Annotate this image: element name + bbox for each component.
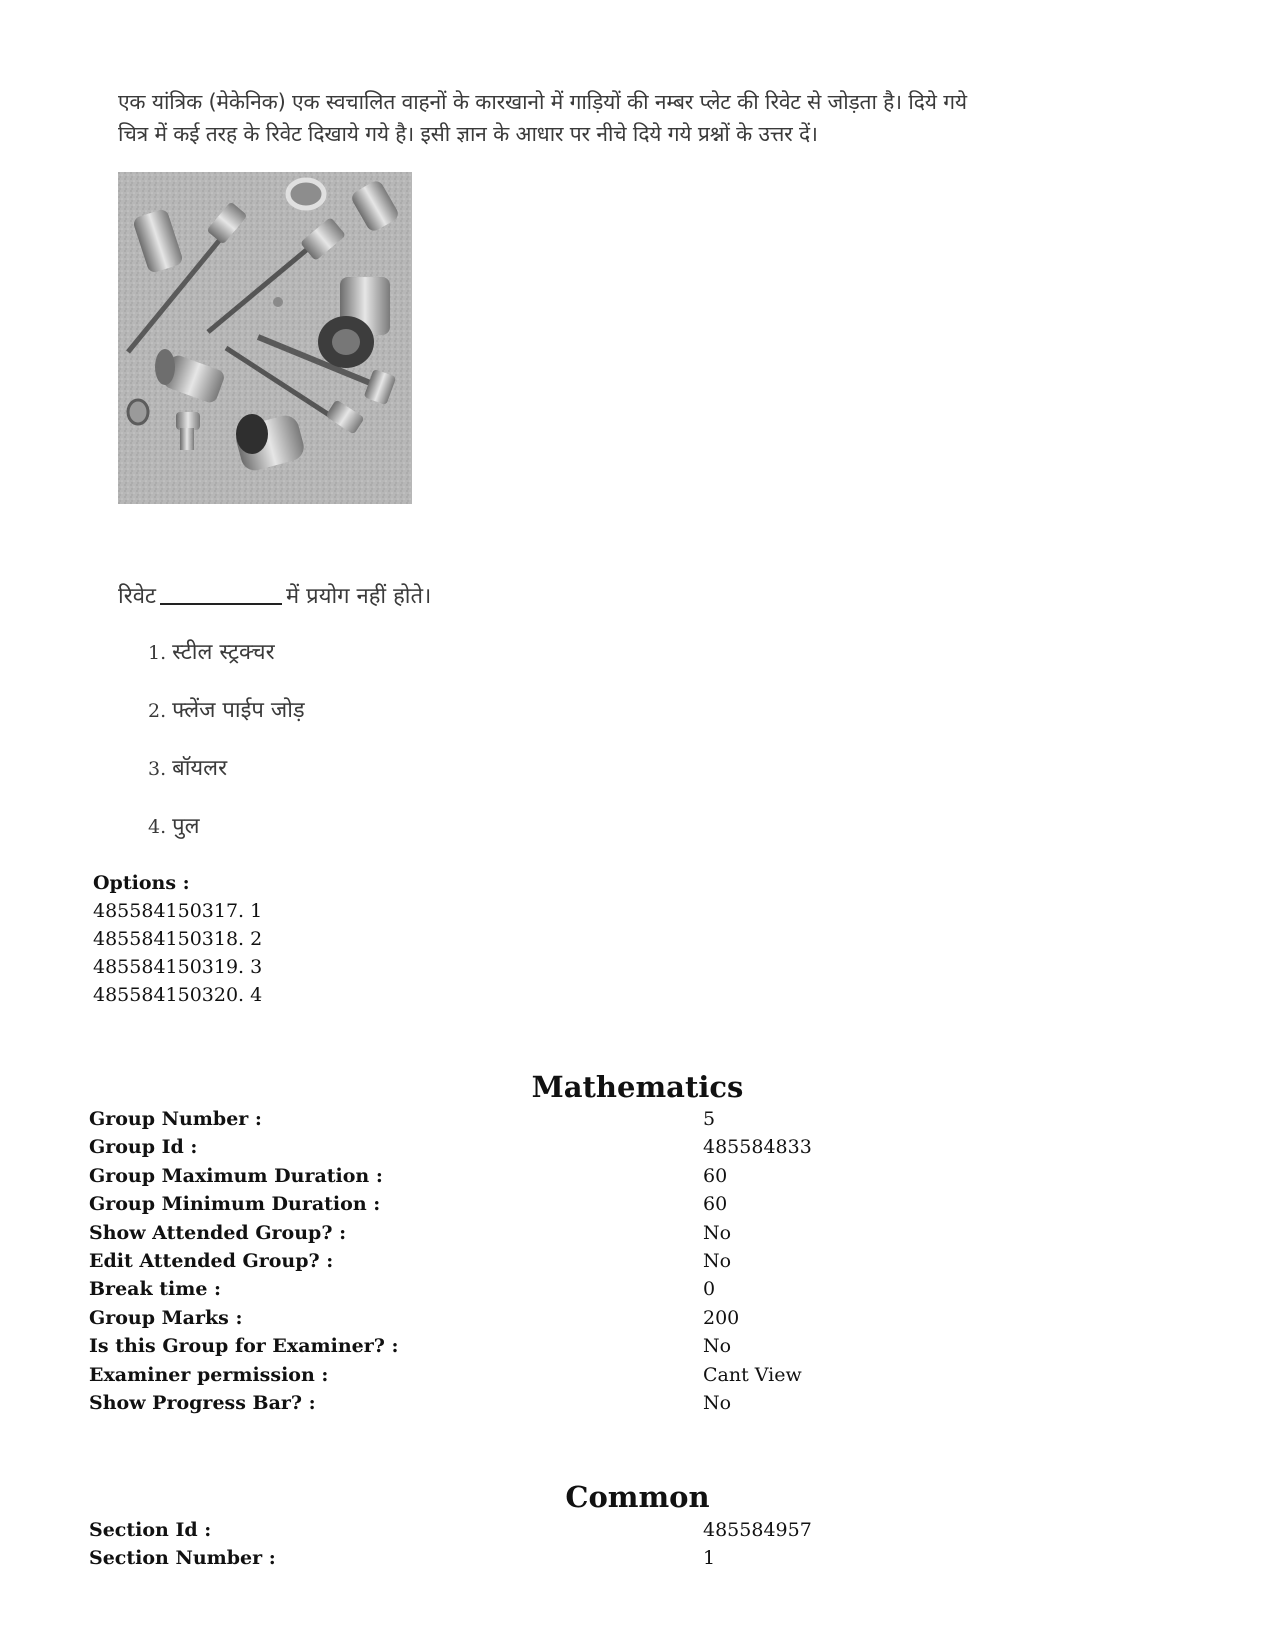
group-row-value: No	[703, 1335, 732, 1357]
group-row-value: Cant View	[703, 1364, 802, 1386]
choice-text: बॉयलर	[172, 756, 228, 781]
options-label: Options :	[93, 872, 190, 894]
group-row-key: Show Attended Group? :	[89, 1222, 347, 1244]
group-row-key: Examiner permission :	[89, 1364, 329, 1386]
group-row-value: 485584833	[703, 1136, 812, 1158]
section-row-value: 485584957	[703, 1519, 812, 1541]
choice-number: 3.	[148, 758, 167, 780]
option-item: 485584150319. 3	[93, 956, 263, 978]
group-row-value: 200	[703, 1307, 740, 1329]
group-row-value: 5	[703, 1108, 716, 1130]
choice-text: फ्लेंज पाईप जोड़	[172, 698, 305, 723]
group-row-key: Group Maximum Duration :	[89, 1165, 383, 1187]
group-row-key: Group Id :	[89, 1136, 198, 1158]
choice-number: 2.	[148, 700, 167, 722]
section-title: Common	[565, 1480, 710, 1514]
group-row-key: Edit Attended Group? :	[89, 1250, 334, 1272]
question-stem-after: में प्रयोग नहीं होते।	[286, 584, 432, 609]
choice-number: 4.	[148, 816, 167, 838]
choice-text: पुल	[172, 814, 200, 839]
choice-item	[148, 810, 200, 840]
choice-text: स्टील स्ट्रक्चर	[172, 640, 275, 665]
rivets-photo	[118, 172, 412, 504]
group-row-key: Group Number :	[89, 1108, 262, 1130]
group-row-key: Break time :	[89, 1278, 222, 1300]
group-row-key: Show Progress Bar? :	[89, 1392, 316, 1414]
group-row-value: No	[703, 1392, 732, 1414]
group-row-key: Is this Group for Examiner? :	[89, 1335, 399, 1357]
choice-number: 1.	[148, 642, 167, 664]
group-row-value: 60	[703, 1165, 728, 1187]
question-intro-line-1: एक यांत्रिक (मेकेनिक) एक स्वचालित वाहनों के कारखानो में गाड़ियों की नम्बर प्लेट की रिवेट से जोड़ता है। दिये गये	[118, 90, 967, 114]
section-row-value: 1	[703, 1547, 716, 1569]
question-stem-before: रिवेट	[118, 584, 157, 609]
group-row-value: No	[703, 1222, 732, 1244]
option-item: 485584150318. 2	[93, 928, 263, 950]
rivets-illustration	[118, 172, 412, 504]
option-item: 485584150317. 1	[93, 900, 263, 922]
group-row-key: Group Minimum Duration :	[89, 1193, 381, 1215]
section-row-key: Section Id :	[89, 1519, 212, 1541]
question-stem	[118, 580, 431, 610]
choice-item	[148, 694, 305, 724]
group-row-value: No	[703, 1250, 732, 1272]
question-intro	[118, 86, 1138, 150]
blank-line	[160, 603, 282, 605]
group-row-value: 60	[703, 1193, 728, 1215]
group-title: Mathematics	[531, 1070, 744, 1104]
question-intro-line-2: चित्र में कई तरह के रिवेट दिखाये गये है। इसी ज्ञान के आधार पर नीचे दिये गये प्रश्नों के उत्तर दें।	[118, 122, 818, 146]
choice-item	[148, 636, 275, 666]
choice-item	[148, 752, 227, 782]
group-row-value: 0	[703, 1278, 716, 1300]
section-row-key: Section Number :	[89, 1547, 276, 1569]
option-item: 485584150320. 4	[93, 984, 263, 1006]
group-row-key: Group Marks :	[89, 1307, 243, 1329]
